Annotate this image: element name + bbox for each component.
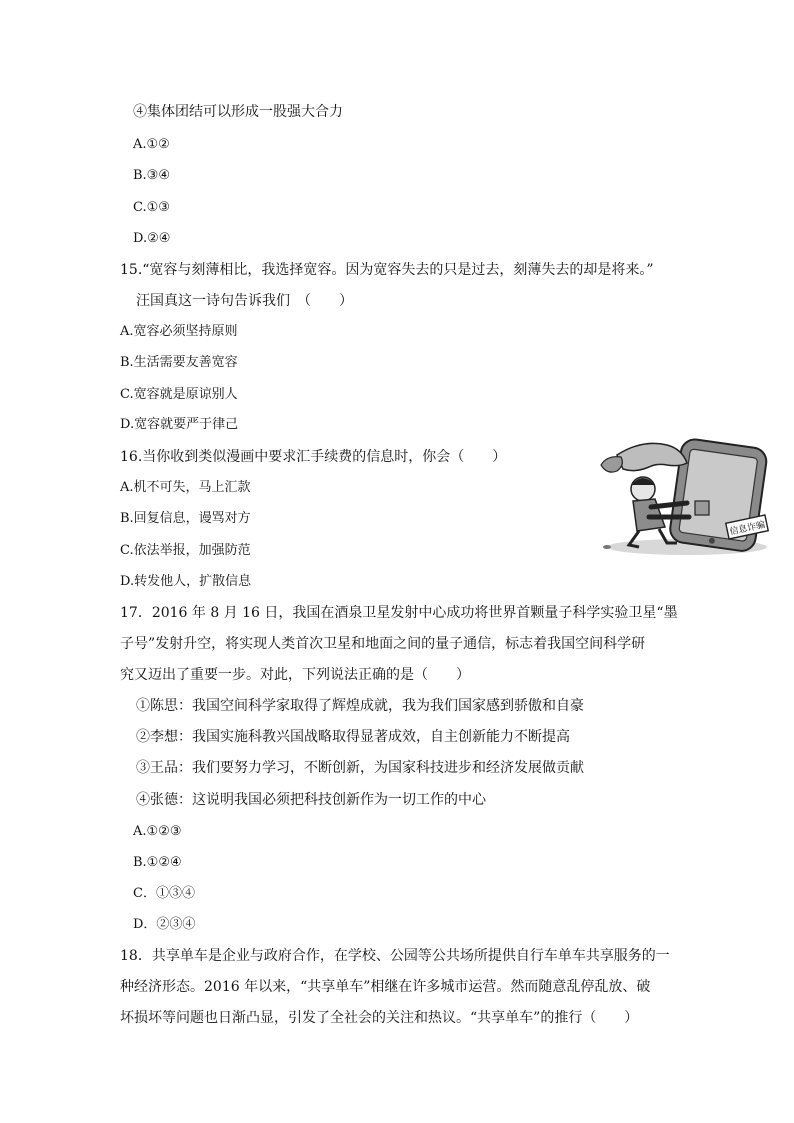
q15-option-b: B.生活需要友善宽容	[120, 355, 238, 370]
q16-option-b: B.回复信息，谩骂对方	[120, 511, 251, 526]
q17-option-d: D．②③④	[133, 917, 196, 932]
q14-option-b: B.③④	[133, 168, 170, 183]
q17-stem-line-2: 子号”发射升空，将实现人类首次卫星和地面之间的量子通信，标志着我国空间科学研	[120, 636, 646, 652]
q17-item-1: ①陈思：我国空间科学家取得了辉煌成就，我为我们国家感到骄傲和自豪	[136, 698, 584, 714]
q17-item-4: ④张德：这说明我国必须把科技创新作为一切工作的中心	[136, 792, 486, 808]
fraud-cartoon-illustration	[587, 437, 777, 559]
q14-option-c: C.①③	[133, 200, 170, 215]
q17-item-3: ③王品：我们要努力学习，不断创新，为国家科技进步和经济发展做贡献	[136, 760, 584, 776]
q17-stem-line-3: 究又迈出了重要一步。对此，下列说法正确的是（ ）	[120, 667, 470, 683]
q18-stem-line-1: 18．共享单车是企业与政府合作，在学校、公园等公共场所提供自行车单车共享服务的一	[120, 948, 670, 964]
q14-item-4: ④集体团结可以形成一股强大合力	[133, 104, 343, 120]
q17-stem-line-1: 17．2016 年 8 月 16 日，我国在酒泉卫星发射中心成功将世界首颗量子科学实验卫星“墨	[120, 605, 678, 621]
q14-option-a: A.①②	[133, 137, 170, 152]
q15-option-c: C.宽容就是原谅别人	[120, 387, 238, 402]
q18-stem-line-2: 种经济形态。2016 年以来，“共享单车”相继在许多城市运营。然而随意乱停乱放、破	[120, 979, 651, 995]
q16-option-d: D.转发他人，扩散信息	[120, 574, 252, 589]
q15-option-a: A.宽容必须坚持原则	[120, 324, 238, 339]
q18-stem-line-3: 坏损坏等问题也日渐凸显，引发了全社会的关注和热议。“共享单车”的推行（ ）	[120, 1010, 639, 1026]
q17-item-2: ②李想：我国实施科教兴国战略取得显著成效，自主创新能力不断提高	[136, 729, 570, 745]
q16-option-a: A.机不可失，马上汇款	[120, 480, 251, 495]
q16-stem: 16.当你收到类似漫画中要求汇手续费的信息时，你会（ ）	[120, 449, 507, 465]
q17-option-c: C．①③④	[133, 886, 195, 901]
q15-stem-line-2: 汪国真这一诗句告诉我们 （ ）	[136, 293, 353, 309]
q14-option-d: D.②④	[133, 231, 171, 246]
q17-option-b: B.①②④	[133, 855, 182, 870]
cartoon-sign-label: 信息诈骗	[728, 520, 767, 538]
q16-option-c: C.依法举报，加强防范	[120, 543, 251, 558]
q15-stem-line-1: 15.“宽容与刻薄相比，我选择宽容。因为宽容失去的只是过去，刻薄失去的却是将来。”	[120, 262, 654, 278]
q17-option-a: A.①②③	[133, 824, 182, 839]
q15-option-d: D.宽容就要严于律己	[120, 417, 239, 432]
